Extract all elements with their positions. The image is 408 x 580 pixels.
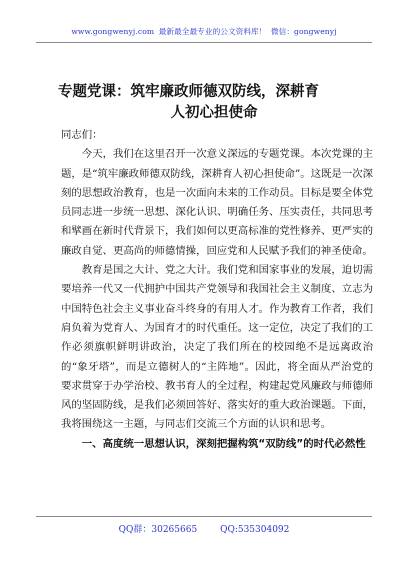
page-header: [0, 26, 408, 37]
document-body: [61, 126, 373, 454]
paragraph-education: 教育是国之大计、党之大计。我们党和国家事业的发展，迫切需要培养一代又一代拥护中国共产党领导和我国社会主义制度、立志为中国特色社会主义事业奋斗终身的有用人才。作为教育工作者，我们肩负着为党育人、为国育才的时代重任。这一定位，决定了我们的工作必须旗帜鲜明讲政治，决定了我们所在的校园绝不是远离政治的“象牙塔”，而是立德树人的“主阵地”。因此，将全面从严治党的要求贯穿于办学治校、教书育人的全过程，构建起党风廉政与师德师风的坚固防线，是我们必须回答好、落实好的重大政治课题。下面，我将围绕这一主题，与同志们交流三个方面的认识和思考。: [61, 264, 373, 431]
footer-divider: [36, 516, 372, 517]
page-footer: [0, 522, 408, 535]
site-slogan: 最新最全最专业的公文资料库！: [158, 27, 267, 36]
paragraph-intro: 今天，我们在这里召开一次意义深远的专题党课。本次党课的主题，是“筑牢廉政师德双防线，深耕育人初心担使命”。这既是一次深刻的思想政治教育，也是一次面向未来的工作动员。目标是要全体党员同志进一步统一思想、深化认识、明确任务、压实责任，共同思考和擘画在新时代背景下，我们如何以更高标准的党性修养、更严实的廉政自觉、更高尚的师德情操，回应党和人民赋予我们的神圣使命。: [61, 148, 373, 257]
wechat-id: 微信：gongwenyj: [270, 27, 337, 36]
qq-group: QQ群：30265665: [118, 525, 198, 535]
document-title: [58, 82, 370, 124]
header-divider: [36, 42, 372, 43]
site-url: www.gongwenyj.com: [71, 27, 155, 36]
qq-contact: QQ:535304092: [220, 525, 290, 535]
section-heading-1: 一、高度统一思想认识，深刻把握构筑“双防线”的时代必然性: [81, 437, 366, 450]
title-line-2: 人初心担使命: [170, 105, 258, 121]
title-line-1: 专题党课：筑牢廉政师德双防线，深耕育: [58, 84, 319, 100]
salutation: 同志们：: [61, 129, 103, 141]
